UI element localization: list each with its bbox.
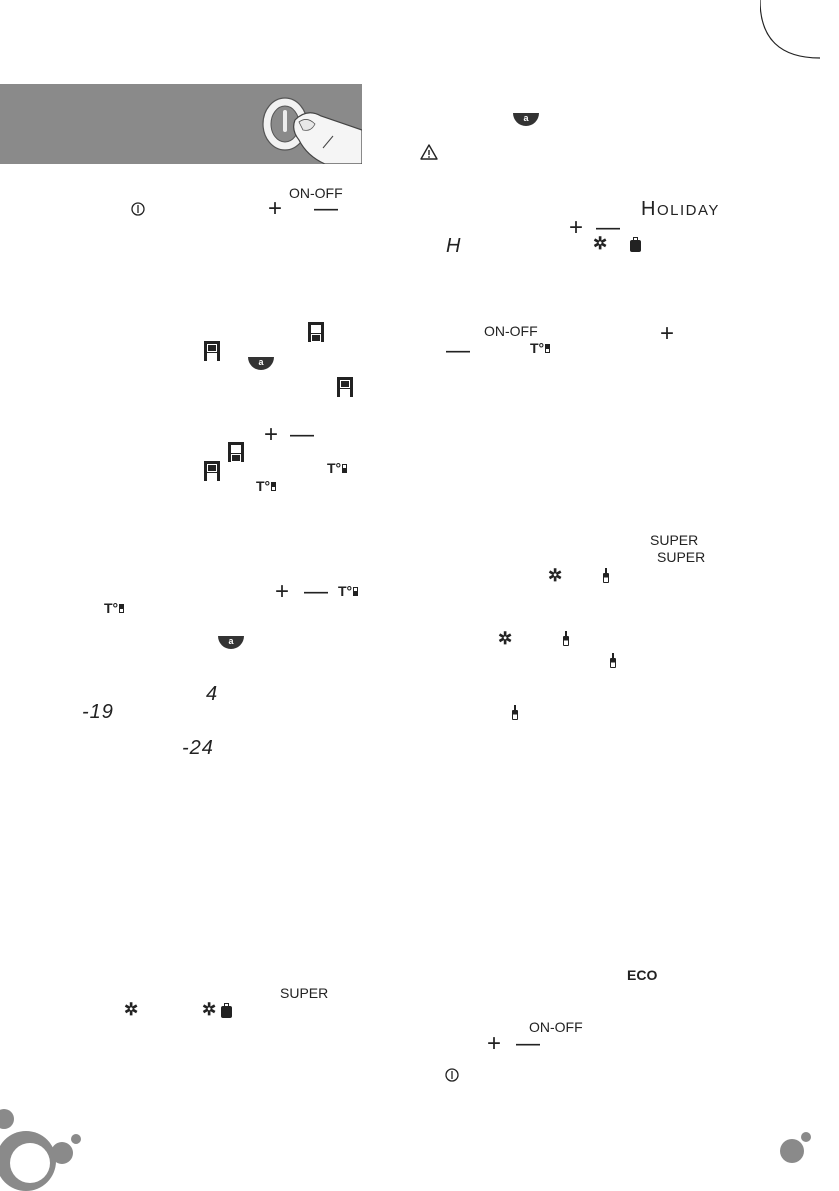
- a-button-icon: a: [513, 113, 539, 126]
- compartment-icon: [308, 322, 324, 342]
- holiday-label: HOLIDAY: [641, 198, 720, 220]
- display-h-symbol: H: [446, 235, 462, 257]
- minus-sign: —: [290, 421, 314, 448]
- snowflake-icon: ✲: [498, 629, 513, 648]
- snowflake-icon: ✲: [548, 566, 563, 585]
- minus-sign: —: [304, 578, 328, 605]
- snowflake-icon: ✲: [593, 234, 608, 253]
- on-off-label: ON-OFF: [529, 1019, 583, 1035]
- super-label: SUPER: [657, 549, 706, 565]
- snowflake-icon: ✲: [202, 1000, 217, 1019]
- display-minus-19: -19: [82, 701, 114, 723]
- plus-sign: +: [275, 578, 290, 605]
- plus-sign: +: [569, 214, 584, 241]
- suitcase-icon: [630, 240, 641, 252]
- minus-sign: —: [516, 1030, 540, 1057]
- compartment-icon: [228, 442, 244, 462]
- plus-sign: +: [264, 421, 279, 448]
- minus-sign: —: [446, 337, 470, 364]
- suitcase-icon: [221, 1006, 232, 1018]
- bottle-icon: [563, 631, 569, 647]
- plus-sign: +: [268, 195, 283, 222]
- power-icon: [445, 1068, 459, 1082]
- freezer-temperature-icon: T°: [530, 341, 550, 355]
- hand-pressing-button-illustration: [255, 90, 362, 164]
- super-label: SUPER: [650, 532, 699, 548]
- bottle-icon: [603, 568, 609, 584]
- decorative-circles-left: [0, 1105, 90, 1191]
- a-button-icon: a: [248, 357, 274, 370]
- warning-icon: [420, 144, 438, 160]
- on-off-label: ON-OFF: [289, 185, 343, 201]
- compartment-icon: [204, 461, 220, 481]
- compartment-icon: [204, 341, 220, 361]
- a-button-icon: a: [218, 636, 244, 649]
- minus-sign: —: [596, 214, 620, 241]
- freezer-temperature-icon: T°: [256, 479, 276, 493]
- fridge-temperature-icon: T°: [327, 461, 347, 475]
- bottle-icon: [512, 705, 518, 721]
- super-label: SUPER: [280, 985, 329, 1001]
- freezer-temperature-icon: T°: [104, 601, 124, 615]
- display-digit-4: 4: [206, 683, 219, 705]
- power-icon: [131, 202, 145, 216]
- page-corner-line: [760, 0, 839, 60]
- on-off-label: ON-OFF: [484, 323, 538, 339]
- compartment-icon: [337, 377, 353, 397]
- minus-sign: —: [314, 195, 338, 222]
- eco-label: ECO: [627, 967, 658, 983]
- plus-sign: +: [660, 320, 675, 347]
- display-minus-24: -24: [182, 737, 214, 759]
- snowflake-icon: ✲: [124, 1000, 139, 1019]
- decorative-circles-right: [775, 1125, 815, 1170]
- plus-sign: +: [487, 1030, 502, 1057]
- fridge-temperature-icon: T°: [338, 584, 358, 598]
- bottle-icon: [610, 653, 616, 669]
